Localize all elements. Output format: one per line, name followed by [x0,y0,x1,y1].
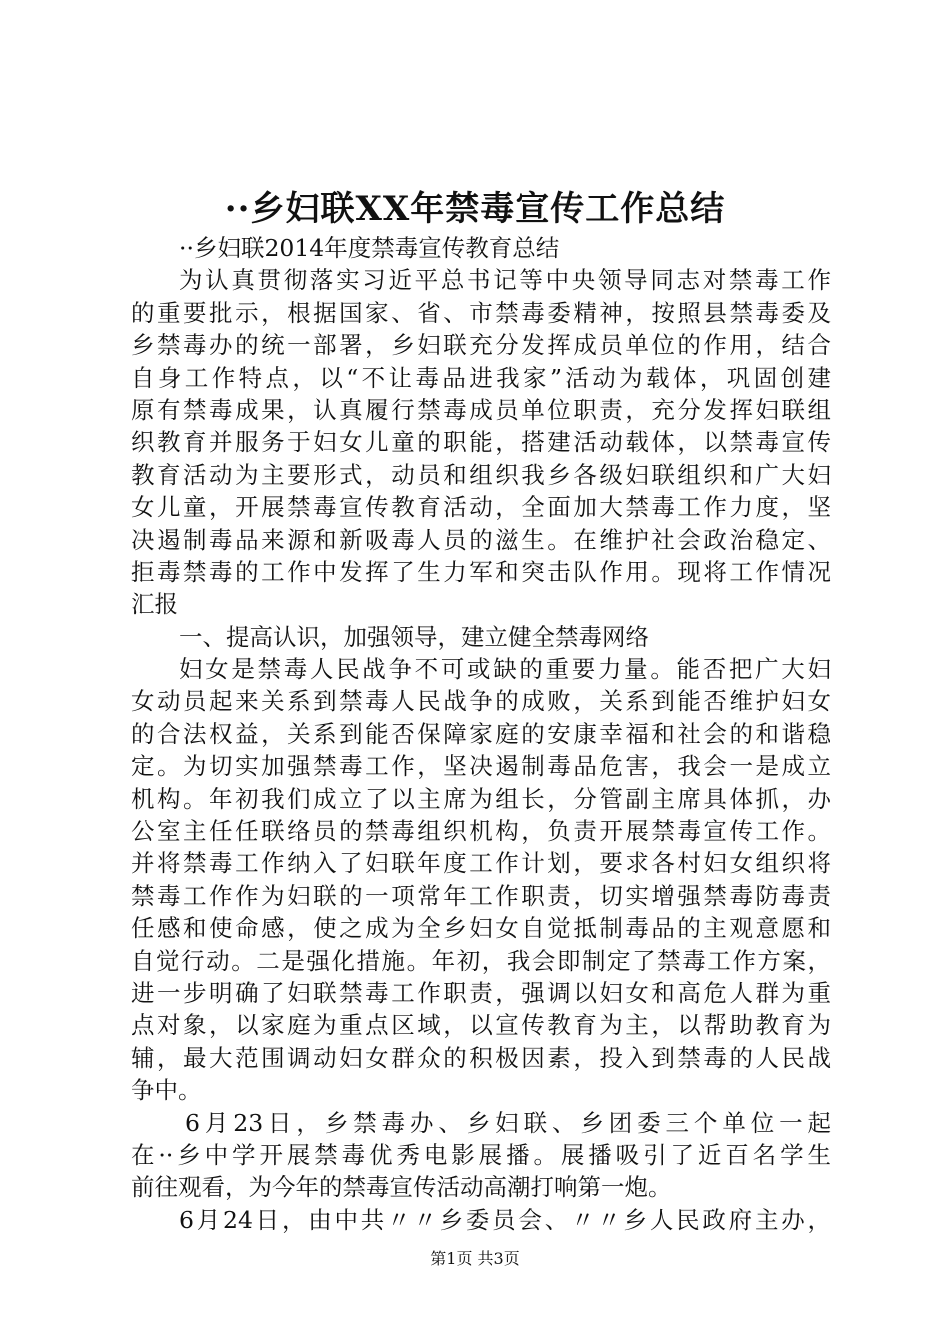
paragraph-line: 禁毒工作作为妇联的一项常年工作职责，切实增强禁毒防毒责 [131,881,831,910]
section-heading: 一、提高认识，加强领导，建立健全禁毒网络 [179,622,649,651]
paragraph-line: 教育活动为主要形式，动员和组织我乡各级妇联组织和广大妇 [131,460,831,489]
document-title: ··乡妇联XX年禁毒宣传工作总结 [224,189,726,229]
paragraph-line: 点对象，以家庭为重点区域，以宣传教育为主，以帮助教育为 [131,1011,831,1040]
paragraph-line: 辅，最大范围调动妇女群众的积极因素，投入到禁毒的人民战 [131,1043,831,1072]
paragraph-line: 任感和使命感，使之成为全乡妇女自觉抵制毒品的主观意愿和 [131,914,831,943]
paragraph-line: 并将禁毒工作纳入了妇联年度工作计划，要求各村妇女组织将 [131,849,831,878]
paragraph-line: 女儿童，开展禁毒宣传教育活动，全面加大禁毒工作力度，坚 [131,493,831,522]
document-body [131,232,831,1236]
paragraph-line: 女动员起来关系到禁毒人民战争的成败，关系到能否维护妇女 [131,687,831,716]
paragraph-line: 妇女是禁毒人民战争不可或缺的重要力量。能否把广大妇 [179,655,831,684]
paragraph-line: 原有禁毒成果，认真履行禁毒成员单位职责，充分发挥妇联组 [131,395,831,424]
paragraph-line: 争中。 [131,1076,202,1105]
paragraph-line: 的合法权益，关系到能否保障家庭的安康幸福和社会的和谐稳 [131,719,831,748]
paragraph-line: 汇报 [131,590,178,619]
paragraph-line: 前往观看，为今年的禁毒宣传活动高潮打响第一炮。 [131,1173,672,1202]
paragraph-line: 定。为切实加强禁毒工作，坚决遏制毒品危害，我会一是成立 [131,752,831,781]
paragraph-line: 拒毒禁毒的工作中发挥了生力军和突击队作用。现将工作情况 [131,557,831,586]
paragraph-line: 织教育并服务于妇女儿童的职能，搭建活动载体，以禁毒宣传 [131,428,831,457]
paragraph-line: 机构。年初我们成立了以主席为组长，分管副主席具体抓，办 [131,784,831,813]
paragraph-line: 公室主任任联络员的禁毒组织机构，负责开展禁毒宣传工作。 [131,817,831,846]
paragraph-line: 6月24日，由中共〃〃乡委员会、〃〃乡人民政府主办， [179,1205,831,1234]
paragraph-line: 6月23日，乡禁毒办、乡妇联、乡团委三个单位一起 [185,1108,831,1137]
paragraph-line: 自身工作特点，以“不让毒品进我家”活动为载体，巩固创建 [131,363,831,392]
page-number-footer: 第1页 共3页 [430,1249,520,1268]
subtitle-line: ··乡妇联2014年度禁毒宣传教育总结 [179,234,560,262]
paragraph-line: 的重要批示，根据国家、省、市禁毒委精神，按照县禁毒委及 [131,298,831,327]
paragraph-line: 进一步明确了妇联禁毒工作职责，强调以妇女和高危人群为重 [131,978,831,1007]
paragraph-line: 在··乡中学开展禁毒优秀电影展播。展播吸引了近百名学生 [131,1140,831,1169]
paragraph-line: 决遏制毒品来源和新吸毒人员的滋生。在维护社会政治稳定、 [131,525,831,554]
paragraph-line: 乡禁毒办的统一部署，乡妇联充分发挥成员单位的作用，结合 [131,331,831,360]
paragraph-line: 自觉行动。二是强化措施。年初，我会即制定了禁毒工作方案， [131,946,831,975]
paragraph-line: 为认真贯彻落实习近平总书记等中央领导同志对禁毒工作 [179,266,831,295]
